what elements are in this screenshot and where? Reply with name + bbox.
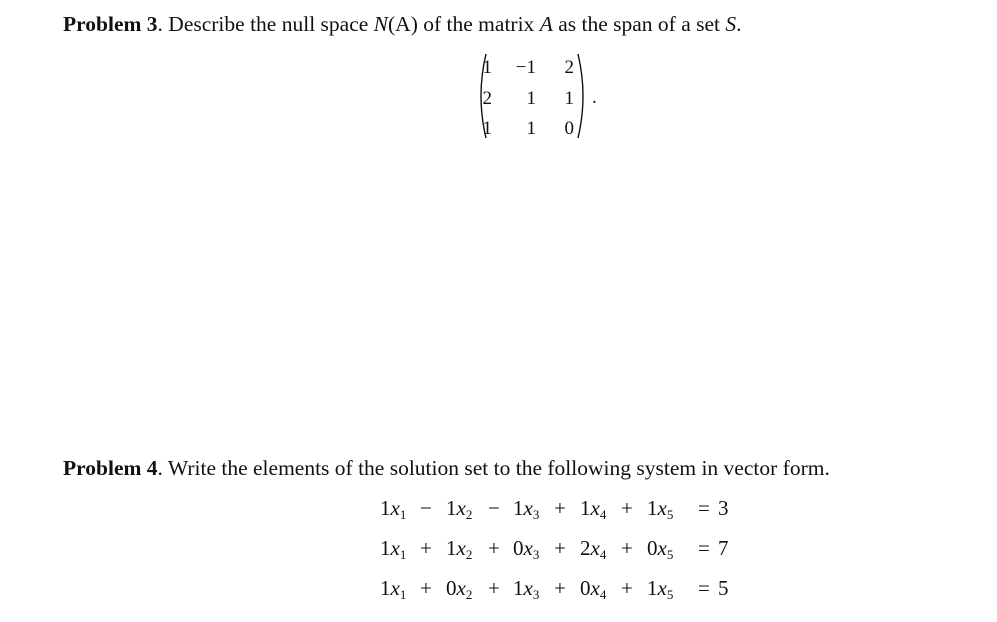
variable-subscript: 4 [599,547,607,562]
equation-term [446,576,473,602]
matrix-cell: −1 [515,57,536,78]
problem-3-statement [63,14,742,36]
operator: − [488,496,500,520]
problem-3-text-before: . Describe the null space [157,12,374,36]
problem-4-text: . Write the elements of the solution set to the following system in vector form. [157,456,830,480]
operator: + [420,576,432,600]
coefficient: 1 [513,496,524,520]
variable-subscript: 4 [599,507,607,522]
equals-sign: = [698,496,710,520]
equation-term [380,496,407,522]
variable-subscript: 2 [465,507,473,522]
variable: x [590,496,600,520]
problem-3-text-middle: of the matrix [417,12,540,36]
variable-subscript: 3 [532,547,540,562]
variable: x [456,576,466,600]
coefficient: 0 [580,576,591,600]
coefficient: 0 [446,576,457,600]
variable: x [523,576,533,600]
problem-3-label: Problem 3 [63,12,158,36]
variable-subscript: 3 [532,507,540,522]
variable: x [390,576,400,600]
equation-term [580,496,607,522]
matrix-cell: 1 [564,88,574,109]
coefficient: 1 [380,536,391,560]
nullspace-arg: (A) [388,12,418,36]
equation-term [647,536,674,562]
operator: + [554,496,566,520]
problem-4-statement [63,458,830,480]
equation-term [647,496,674,522]
matrix-cell: 2 [564,57,574,78]
problem-4-label: Problem 4 [63,456,158,480]
operator: + [488,536,500,560]
equation-term [380,536,407,562]
equation-term [580,576,607,602]
coefficient: 1 [647,496,658,520]
variable-subscript: 1 [399,507,407,522]
variable-subscript: 2 [465,547,473,562]
variable-subscript: 2 [465,587,473,602]
problem-3-text-end: . [736,12,742,36]
variable-subscript: 5 [666,507,674,522]
operator: + [554,536,566,560]
equation-term [647,576,674,602]
variable: x [456,536,466,560]
equals-sign: = [698,576,710,600]
set-symbol: S [725,12,737,36]
right-paren [576,52,590,140]
right-hand-side: 3 [718,496,729,520]
matrix-cell: 1 [526,118,536,139]
equation-term [513,536,540,562]
matrix-cell: 2 [482,88,492,109]
problem-3-text-after: as the span of a set [552,12,726,36]
operator: + [420,536,432,560]
variable: x [590,536,600,560]
operator: + [554,576,566,600]
variable-subscript: 3 [532,587,540,602]
operator: + [621,496,633,520]
matrix-cell: 1 [482,57,492,78]
equation-term [580,536,607,562]
matrix-cell: 0 [564,118,574,139]
right-hand-side: 7 [718,536,729,560]
variable: x [523,496,533,520]
operator: + [621,576,633,600]
coefficient: 1 [446,536,457,560]
matrix-symbol: A [539,12,553,36]
matrix-a [470,52,610,140]
variable: x [590,576,600,600]
coefficient: 0 [647,536,658,560]
variable: x [456,496,466,520]
variable-subscript: 1 [399,587,407,602]
equation-term [380,576,407,602]
coefficient: 1 [446,496,457,520]
equals-sign: = [698,536,710,560]
coefficient: 1 [513,576,524,600]
variable: x [390,496,400,520]
equation-term [513,496,540,522]
coefficient: 2 [580,536,591,560]
coefficient: 1 [580,496,591,520]
coefficient: 0 [513,536,524,560]
matrix-period: . [592,87,597,108]
coefficient: 1 [380,496,391,520]
variable: x [657,496,667,520]
variable-subscript: 5 [666,587,674,602]
nullspace-symbol: N [373,12,389,36]
equation-term [513,576,540,602]
variable: x [657,576,667,600]
operator: + [621,536,633,560]
variable-subscript: 5 [666,547,674,562]
variable: x [657,536,667,560]
matrix-cell: 1 [526,88,536,109]
equation-term [446,496,473,522]
operator: − [420,496,432,520]
coefficient: 1 [380,576,391,600]
variable: x [390,536,400,560]
equation-term [446,536,473,562]
right-hand-side: 5 [718,576,729,600]
coefficient: 1 [647,576,658,600]
operator: + [488,576,500,600]
variable: x [523,536,533,560]
matrix-cell: 1 [482,118,492,139]
variable-subscript: 4 [599,587,607,602]
variable-subscript: 1 [399,547,407,562]
